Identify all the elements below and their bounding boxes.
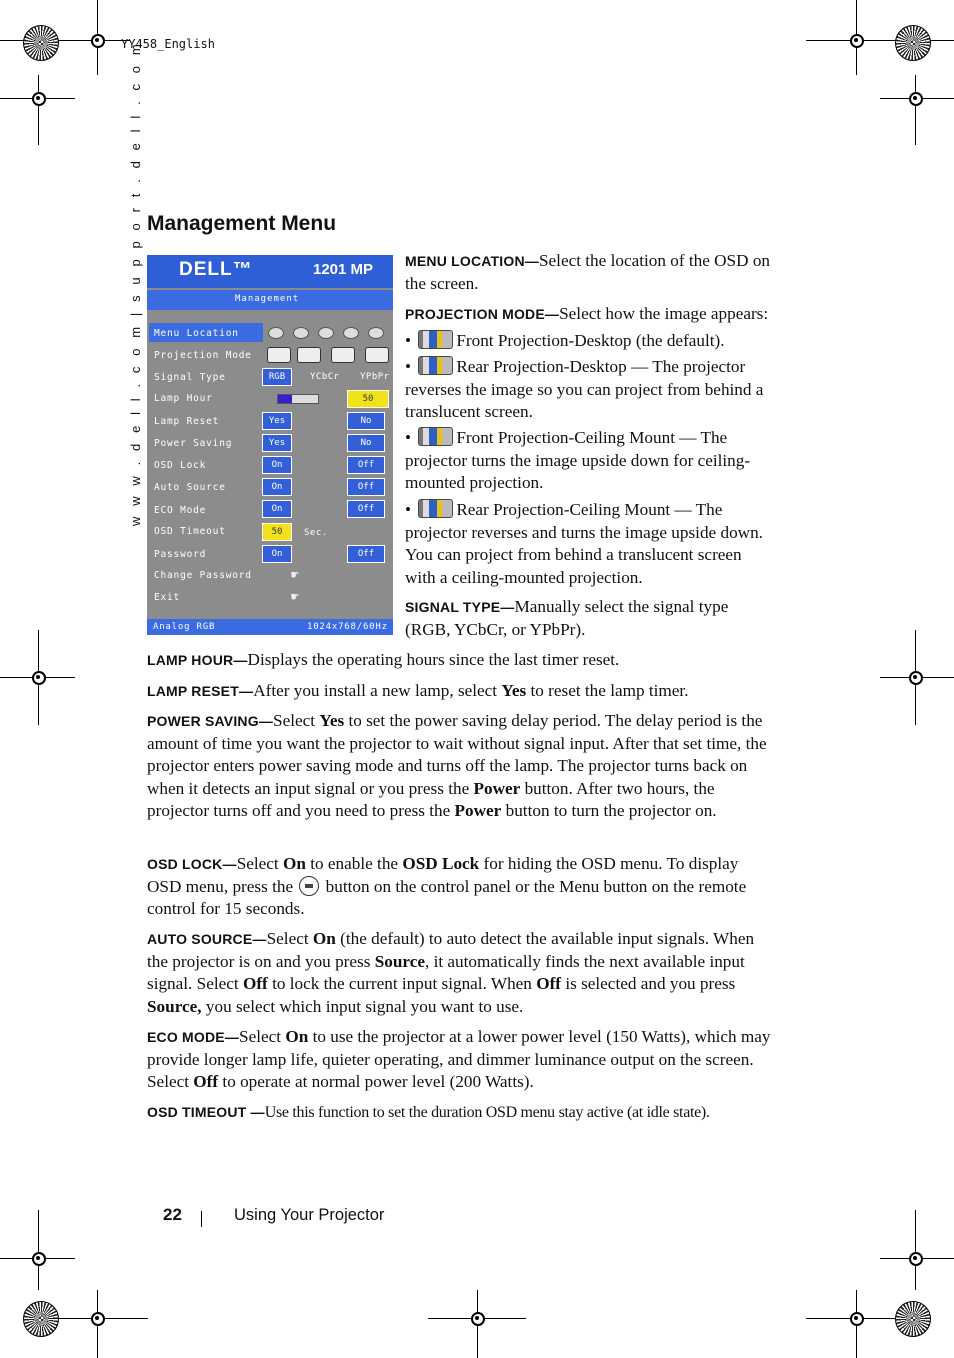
paragraph-text: you select which input signal you want to use. (201, 996, 524, 1016)
osd-title-bar (147, 290, 393, 310)
term-label: OSD LOCK— (147, 856, 237, 872)
paragraph-text: button on the control panel or the Menu button on the remote control for 15 seconds. (147, 876, 747, 918)
term-label: LAMP HOUR— (147, 652, 248, 668)
side-url: w w w . d e l l . c o m | s u p p o r t . d e l l . c o m (128, 40, 143, 526)
osd-row: Menu Location (154, 328, 239, 339)
eco-mode-paragraph (147, 1026, 772, 1094)
osd-row: OSD Lock (154, 460, 207, 471)
lamp-hour-bar (277, 394, 319, 404)
bold-text: Off (242, 974, 268, 993)
paragraph-text: Select (266, 929, 313, 948)
osd-lock-on: On (262, 456, 292, 474)
osd-row: Change Password (154, 570, 252, 581)
lamp-reset-yes: Yes (262, 412, 292, 430)
term-label: OSD TIMEOUT — (147, 1104, 265, 1120)
osd-row: ECO Mode (154, 505, 207, 516)
paragraph-text: Manually select the signal type (RGB, YCbCr, or YPbPr). (405, 597, 729, 639)
osd-row: Lamp Reset (154, 416, 220, 427)
hand-pointer-icon: ☛ (291, 590, 299, 605)
osd-row: Power Saving (154, 438, 233, 449)
bold-text: Power (454, 801, 502, 820)
osd-row: OSD Timeout (154, 526, 226, 537)
front-ceiling-icon (418, 427, 453, 446)
osd-menu-screenshot (147, 255, 393, 635)
term-label: MENU LOCATION— (405, 253, 539, 269)
menu-location-paragraph (405, 250, 775, 295)
list-item: • Front Projection-Ceiling Mount — The projector turns the image upside down for ceiling-mounted projection. (405, 428, 751, 492)
osd-row: Password (154, 549, 207, 560)
auto-source-paragraph (147, 928, 772, 1018)
bold-text: OSD Lock (402, 854, 480, 873)
auto-source-on: On (262, 478, 292, 496)
paragraph-text: Use this function to set the duration OSD menu stay active (at idle state). (264, 1104, 710, 1121)
signal-type-paragraph (405, 596, 775, 641)
osd-row: Auto Source (154, 482, 226, 493)
osd-header (147, 255, 393, 288)
password-off: Off (347, 545, 385, 563)
projection-mode-paragraph (405, 303, 775, 326)
term-label: PROJECTION MODE— (405, 306, 560, 322)
bullet-text: Front Projection-Desktop (the default). (456, 331, 725, 350)
osd-row: Lamp Hour (154, 393, 213, 404)
osd-model: 1201 MP (313, 261, 374, 278)
osd-row: Signal Type (154, 372, 226, 383)
auto-source-off: Off (347, 478, 385, 496)
osd-row: Projection Mode (154, 350, 252, 361)
bold-text: Source (374, 951, 425, 971)
power-saving-yes: Yes (262, 434, 292, 452)
paragraph-text: to enable the (305, 854, 403, 873)
rear-ceiling-icon (418, 499, 453, 518)
osd-lock-off: Off (347, 456, 385, 474)
paragraph-text: for hiding the OSD menu. To display OSD menu, press the (147, 854, 739, 896)
osd-status-bar (147, 619, 393, 635)
osd-timeout-paragraph (147, 1101, 807, 1125)
signal-ypbpr: YPbPr (360, 372, 390, 382)
location-option-icon (343, 327, 359, 339)
location-option-icon (268, 327, 284, 339)
location-option-icon (318, 327, 334, 339)
power-saving-paragraph (147, 710, 772, 823)
lamp-hour-paragraph (147, 649, 777, 672)
bullet-text: Front Projection-Ceiling Mount — The projector turns the image upside down for ceiling-mounted projection. (405, 428, 751, 492)
hand-pointer-icon: ☛ (291, 568, 299, 583)
dell-logo: DELL™ (179, 259, 253, 280)
projection-mode-icon (297, 347, 321, 363)
paragraph-text: Select (236, 854, 283, 873)
paragraph-text: to lock the current input signal. When (267, 974, 537, 993)
bold-text: On (285, 1027, 309, 1046)
bold-text: On (283, 854, 306, 873)
eco-mode-off: Off (347, 500, 385, 518)
term-label: POWER SAVING— (147, 713, 274, 729)
paragraph-text: button to turn the projector on. (501, 801, 717, 820)
paragraph-text: to operate at normal power level (200 Watts). (218, 1072, 534, 1091)
page-title: Management Menu (147, 212, 337, 235)
paragraph-text: Displays the operating hours since the last timer reset. (247, 650, 620, 669)
list-item: • Rear Projection-Ceiling Mount — The projector reverses and turns the image upside down. You can project from behind a translucent screen with a ceiling-mounted projection. (405, 500, 763, 587)
paragraph-text: , it automatically finds the next available input signal. Select (147, 951, 745, 993)
osd-title: Management (235, 294, 300, 304)
term-label: SIGNAL TYPE— (405, 599, 515, 615)
bold-text: On (312, 929, 336, 948)
paragraph-text: Select the location of the OSD on the screen. (405, 251, 771, 293)
paragraph-text: to set the power saving delay period. The delay period is the amount of time you want the projector to wait without signal input. After that set time, the projector enters power saving mode and turns off the lamp. The projector turns back on when it detects an input signal or you press the (147, 711, 767, 798)
location-option-icon (368, 327, 384, 339)
bold-text: Power (473, 778, 521, 798)
term-label: ECO MODE— (147, 1029, 240, 1045)
registration-target-icon (23, 1301, 59, 1337)
projection-mode-icon (331, 347, 355, 363)
registration-target-icon (895, 25, 931, 61)
osd-timeout-value: 50 (262, 523, 292, 541)
location-option-icon (293, 327, 309, 339)
file-tag: YY458_English (121, 37, 215, 51)
paragraph-text: Select (239, 1027, 286, 1046)
paragraph-text: to use the projector at a lower power level (150 Watts), which may provide longer lamp life, quieter operating, and dimmer luminance output on the screen. Select (147, 1027, 771, 1091)
osd-row: Exit (154, 592, 181, 603)
bold-text: Yes (319, 711, 345, 730)
list-item: • Front Projection-Desktop (the default). (405, 331, 725, 350)
lamp-hour-value: 50 (347, 390, 389, 408)
paragraph-text: (the default) to auto detect the available input signals. When the projector is on and you press (147, 929, 755, 971)
list-item: • Rear Projection-Desktop — The projector reverses the image so you can project from behind a translucent screen. (405, 357, 764, 421)
paragraph-text: Select (273, 711, 320, 730)
osd-source: Analog RGB (153, 622, 216, 632)
paragraph-text: is selected and you press (561, 974, 736, 993)
footer-divider (201, 1211, 202, 1227)
registration-target-icon (23, 25, 59, 61)
page-number: 22 (163, 1205, 182, 1224)
term-label: AUTO SOURCE— (147, 931, 267, 947)
registration-target-icon (895, 1301, 931, 1337)
bold-text: Off (536, 974, 562, 993)
bullet-text: Rear Projection-Desktop — The projector reverses the image so you can project from behind a translucent screen. (405, 357, 764, 421)
bullet-text: Rear Projection-Ceiling Mount — The projector reverses and turns the image upside down. You can project from behind a translucent screen with a ceiling-mounted projection. (405, 500, 763, 587)
rear-desktop-icon (418, 356, 453, 375)
menu-button-icon (299, 876, 319, 896)
osd-resolution: 1024x768/60Hz (307, 622, 388, 632)
password-on: On (262, 545, 292, 563)
bold-text: Source, (147, 996, 202, 1016)
bold-text: Yes (501, 681, 527, 700)
paragraph-text: Select how the image appears: (559, 304, 769, 323)
signal-rgb: RGB (262, 368, 292, 386)
front-desktop-icon (418, 330, 453, 349)
power-saving-no: No (347, 434, 385, 452)
lamp-reset-paragraph (147, 680, 777, 703)
term-label: LAMP RESET— (147, 683, 254, 699)
osd-lock-paragraph (147, 853, 772, 921)
bold-text: Off (193, 1072, 219, 1091)
osd-timeout-unit: Sec. (304, 528, 328, 538)
section-title: Using Your Projector (234, 1206, 385, 1224)
paragraph-text: to reset the lamp timer. (526, 681, 689, 700)
lamp-reset-no: No (347, 412, 385, 430)
paragraph-text: button. After two hours, the projector turns off and you need to press the (147, 778, 715, 820)
paragraph-text: After you install a new lamp, select (253, 681, 502, 700)
signal-ycbcr: YCbCr (310, 372, 340, 382)
eco-mode-on: On (262, 500, 292, 518)
projection-mode-icon (365, 347, 389, 363)
projection-mode-icon (267, 347, 291, 363)
